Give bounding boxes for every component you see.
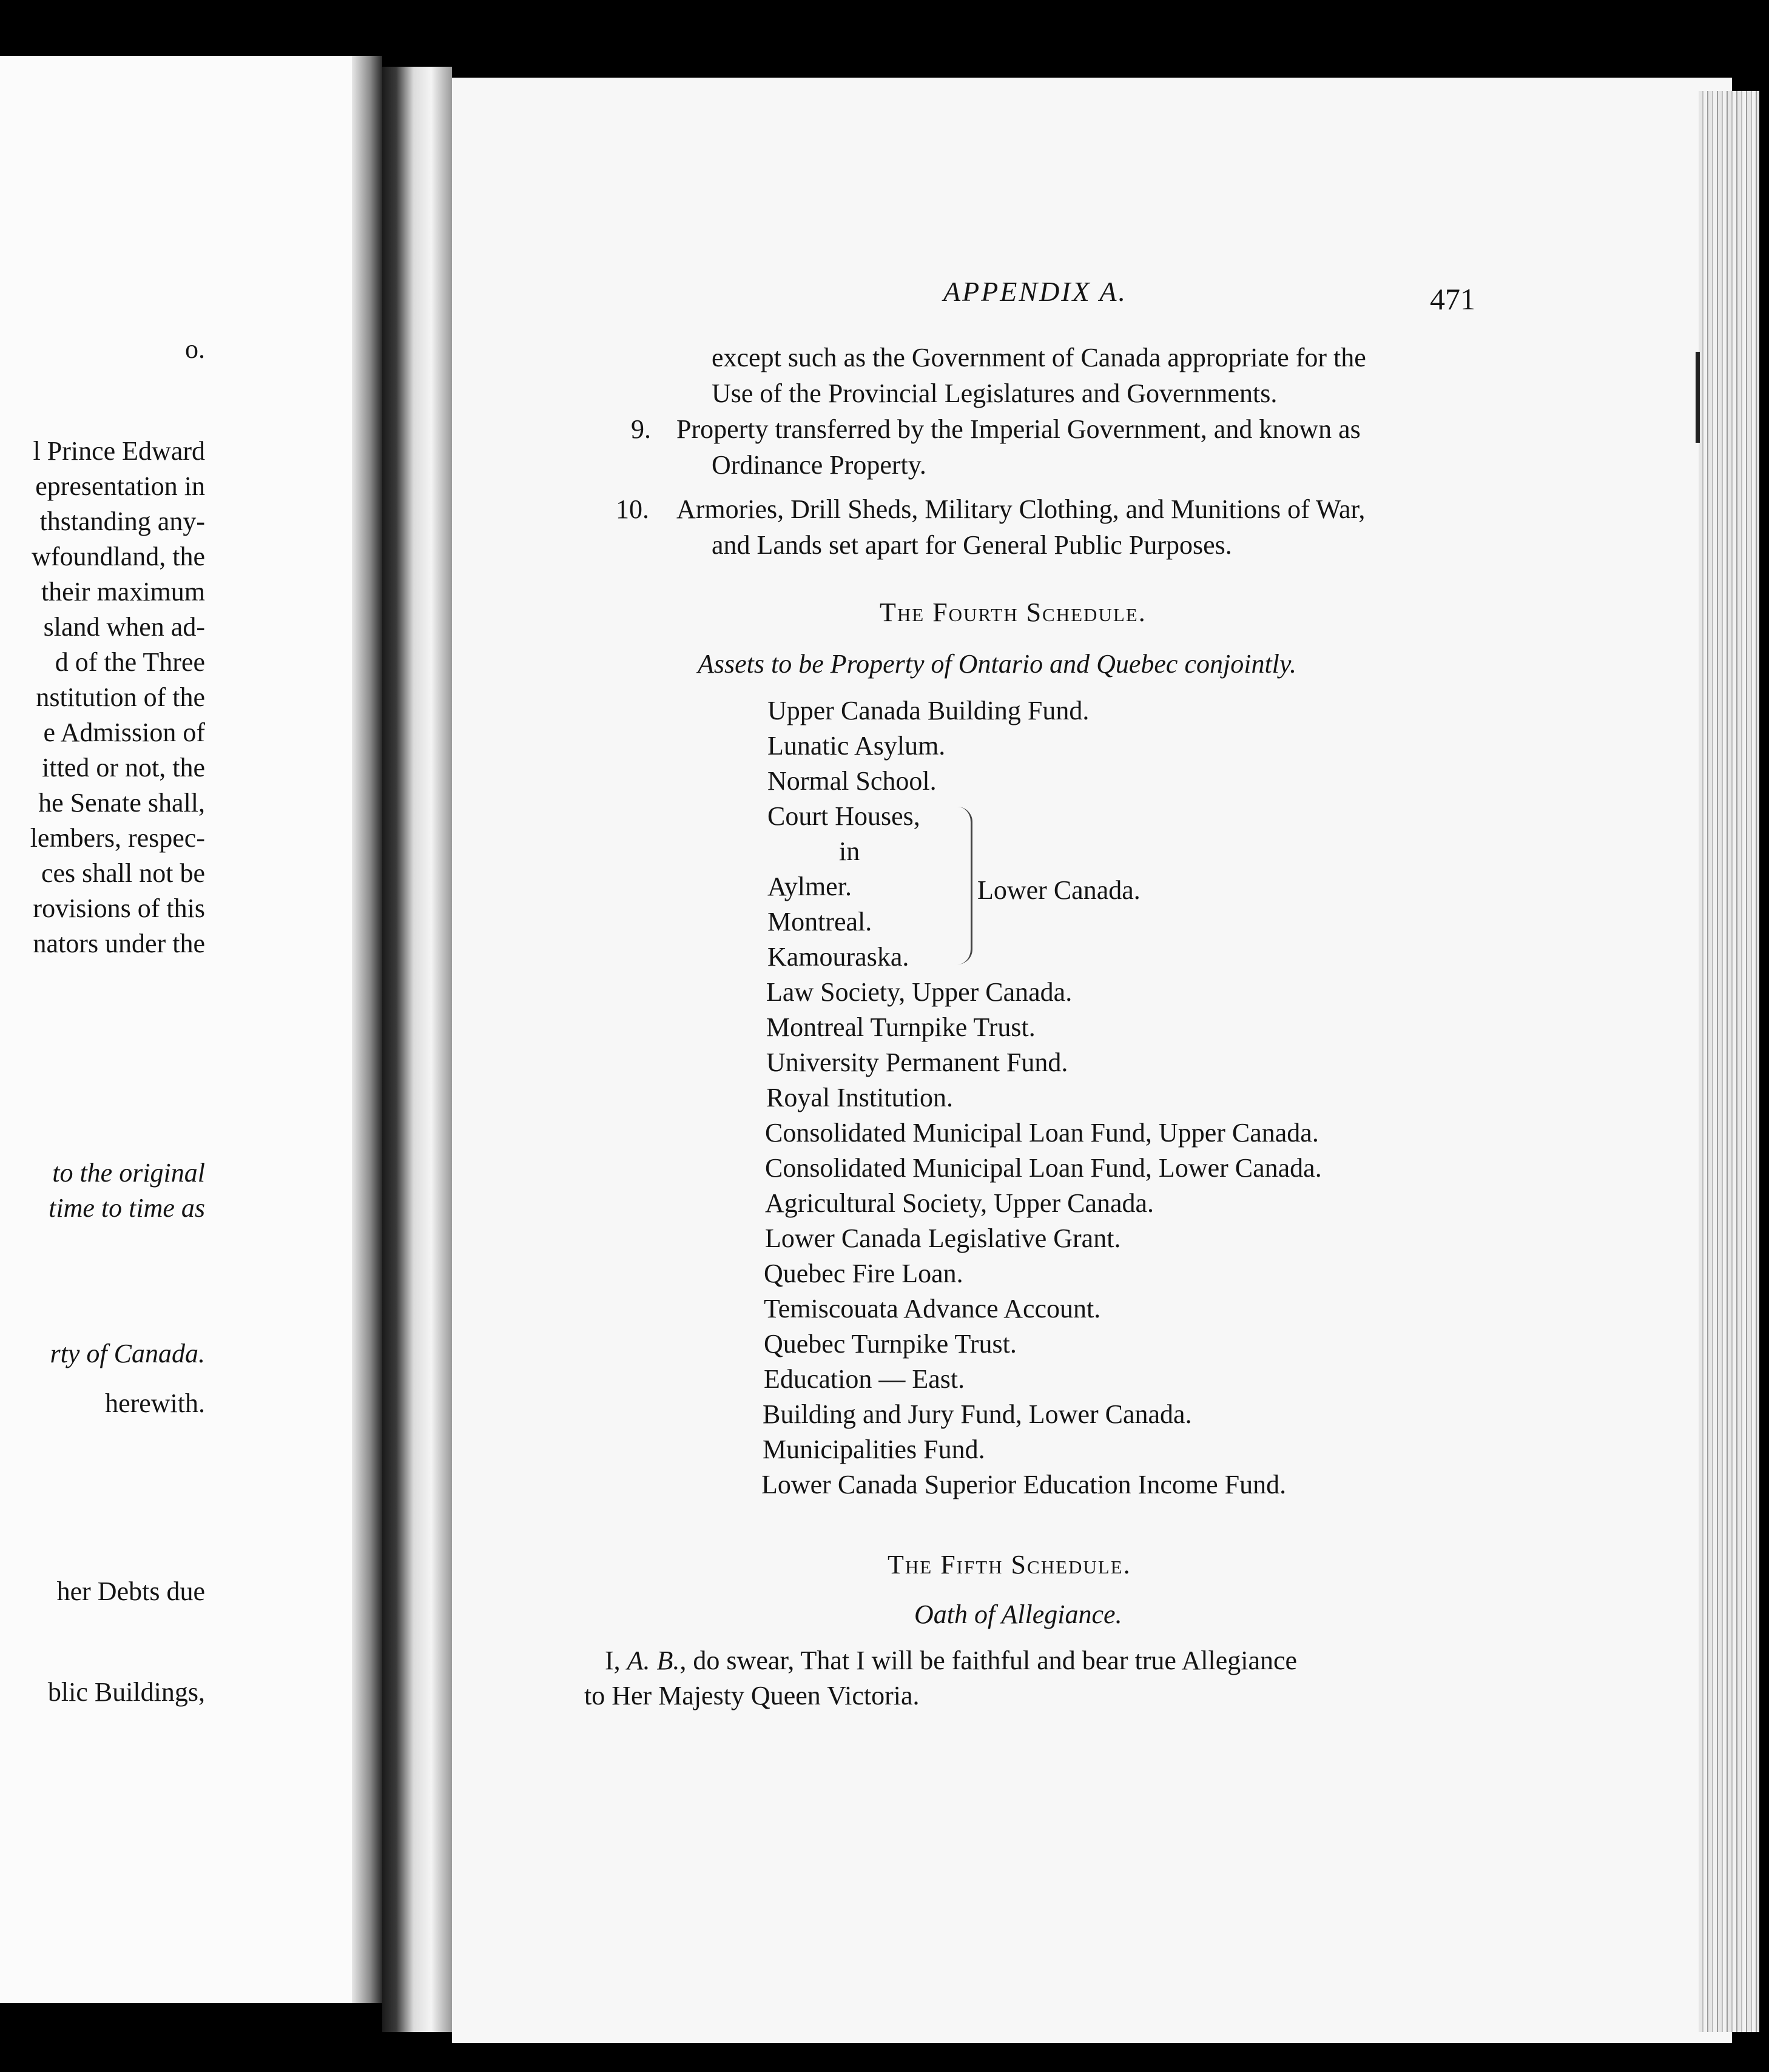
asset-line: in — [839, 836, 860, 866]
schedule-subheading: Assets to be Property of Ontario and Quebec conjointly. — [698, 649, 1296, 679]
book-gutter — [382, 67, 452, 2032]
asset-line: Temiscouata Advance Account. — [764, 1294, 1101, 1324]
curly-brace — [957, 807, 972, 964]
left-text-line: herewith. — [105, 1388, 205, 1418]
asset-line: Normal School. — [767, 766, 937, 796]
page-edges — [1699, 91, 1759, 2032]
asset-line: Consolidated Municipal Loan Fund, Lower Canada. — [765, 1153, 1322, 1183]
left-text-line: ces shall not be — [41, 858, 205, 888]
asset-line: Quebec Fire Loan. — [764, 1259, 963, 1288]
brace-label: Lower Canada. — [977, 875, 1141, 905]
asset-line: Royal Institution. — [766, 1083, 953, 1112]
left-text-line: sland when ad- — [43, 612, 205, 642]
left-text-line: to the original — [52, 1158, 205, 1188]
oath-text: , do swear, That I will be faithful and bear true Allegiance — [679, 1646, 1298, 1675]
left-text-line: their maximum — [41, 577, 205, 607]
item-number: 10. — [616, 494, 649, 524]
oath-line: to Her Majesty Queen Victoria. — [584, 1681, 920, 1710]
asset-line: Court Houses, — [767, 801, 920, 831]
item-text-line: Ordinance Property. — [712, 450, 926, 480]
asset-line: Lower Canada Superior Education Income Fund. — [761, 1470, 1287, 1499]
item-text-line: Property transferred by the Imperial Government, and known as — [676, 414, 1361, 444]
item-text-line: and Lands set apart for General Public Purposes. — [712, 530, 1232, 560]
right-page — [452, 78, 1732, 2043]
oath-line — [605, 1647, 1297, 1674]
left-text-line: thstanding any- — [39, 506, 205, 536]
asset-line: Consolidated Municipal Loan Fund, Upper Canada. — [765, 1118, 1319, 1148]
left-text-line: he Senate shall, — [38, 788, 205, 818]
left-text-line: rty of Canada. — [50, 1339, 205, 1368]
asset-line: Education — East. — [764, 1364, 965, 1394]
asset-line: Building and Jury Fund, Lower Canada. — [763, 1399, 1192, 1429]
left-text-line: e Admission of — [43, 718, 205, 747]
left-text-line: wfoundland, the — [32, 542, 205, 571]
schedule-heading: The Fifth Schedule. — [888, 1550, 1131, 1579]
running-head: APPENDIX A. — [943, 276, 1127, 307]
asset-line: Municipalities Fund. — [763, 1435, 985, 1464]
asset-line: Lunatic Asylum. — [767, 731, 946, 761]
left-page — [0, 56, 370, 2003]
left-text-line: lembers, respec- — [30, 823, 205, 853]
schedule-subheading: Oath of Allegiance. — [914, 1599, 1122, 1629]
left-text-line: rovisions of this — [33, 893, 205, 923]
asset-line: Montreal. — [767, 907, 872, 937]
left-text-line: her Debts due — [56, 1576, 205, 1606]
item-continuation-line: except such as the Government of Canada appropriate for the — [712, 343, 1366, 372]
edge-mark — [1696, 352, 1700, 443]
asset-line: Agricultural Society, Upper Canada. — [765, 1188, 1154, 1218]
item-continuation-line: Use of the Provincial Legislatures and Governments. — [712, 378, 1278, 408]
left-text-line: time to time as — [49, 1193, 205, 1223]
left-text-line: nstitution of the — [36, 682, 205, 712]
left-text-line: d of the Three — [55, 647, 205, 677]
asset-line: Upper Canada Building Fund. — [767, 696, 1090, 725]
item-number: 9. — [631, 414, 651, 444]
asset-line: Montreal Turnpike Trust. — [766, 1012, 1036, 1042]
left-text-line: nators under the — [33, 929, 205, 958]
asset-line: Quebec Turnpike Trust. — [764, 1329, 1017, 1359]
page-number: 471 — [1430, 282, 1475, 316]
left-text-line: o. — [185, 334, 205, 364]
left-text-line: blic Buildings, — [47, 1677, 205, 1707]
left-text-line: epresentation in — [35, 471, 205, 501]
left-text-line: l Prince Edward — [33, 436, 205, 466]
item-text-line: Armories, Drill Sheds, Military Clothing, and Munitions of War, — [676, 494, 1366, 524]
oath-prefix: I, — [605, 1646, 621, 1675]
asset-line: Aylmer. — [767, 872, 852, 901]
asset-line: Kamouraska. — [767, 942, 909, 972]
asset-line: Law Society, Upper Canada. — [766, 977, 1073, 1007]
left-text-line: itted or not, the — [42, 753, 205, 782]
left-page-edge — [352, 56, 382, 2003]
asset-line: Lower Canada Legislative Grant. — [765, 1223, 1121, 1253]
oath-name: A. B. — [627, 1646, 680, 1675]
asset-line: University Permanent Fund. — [766, 1048, 1068, 1077]
schedule-heading: The Fourth Schedule. — [880, 597, 1147, 627]
